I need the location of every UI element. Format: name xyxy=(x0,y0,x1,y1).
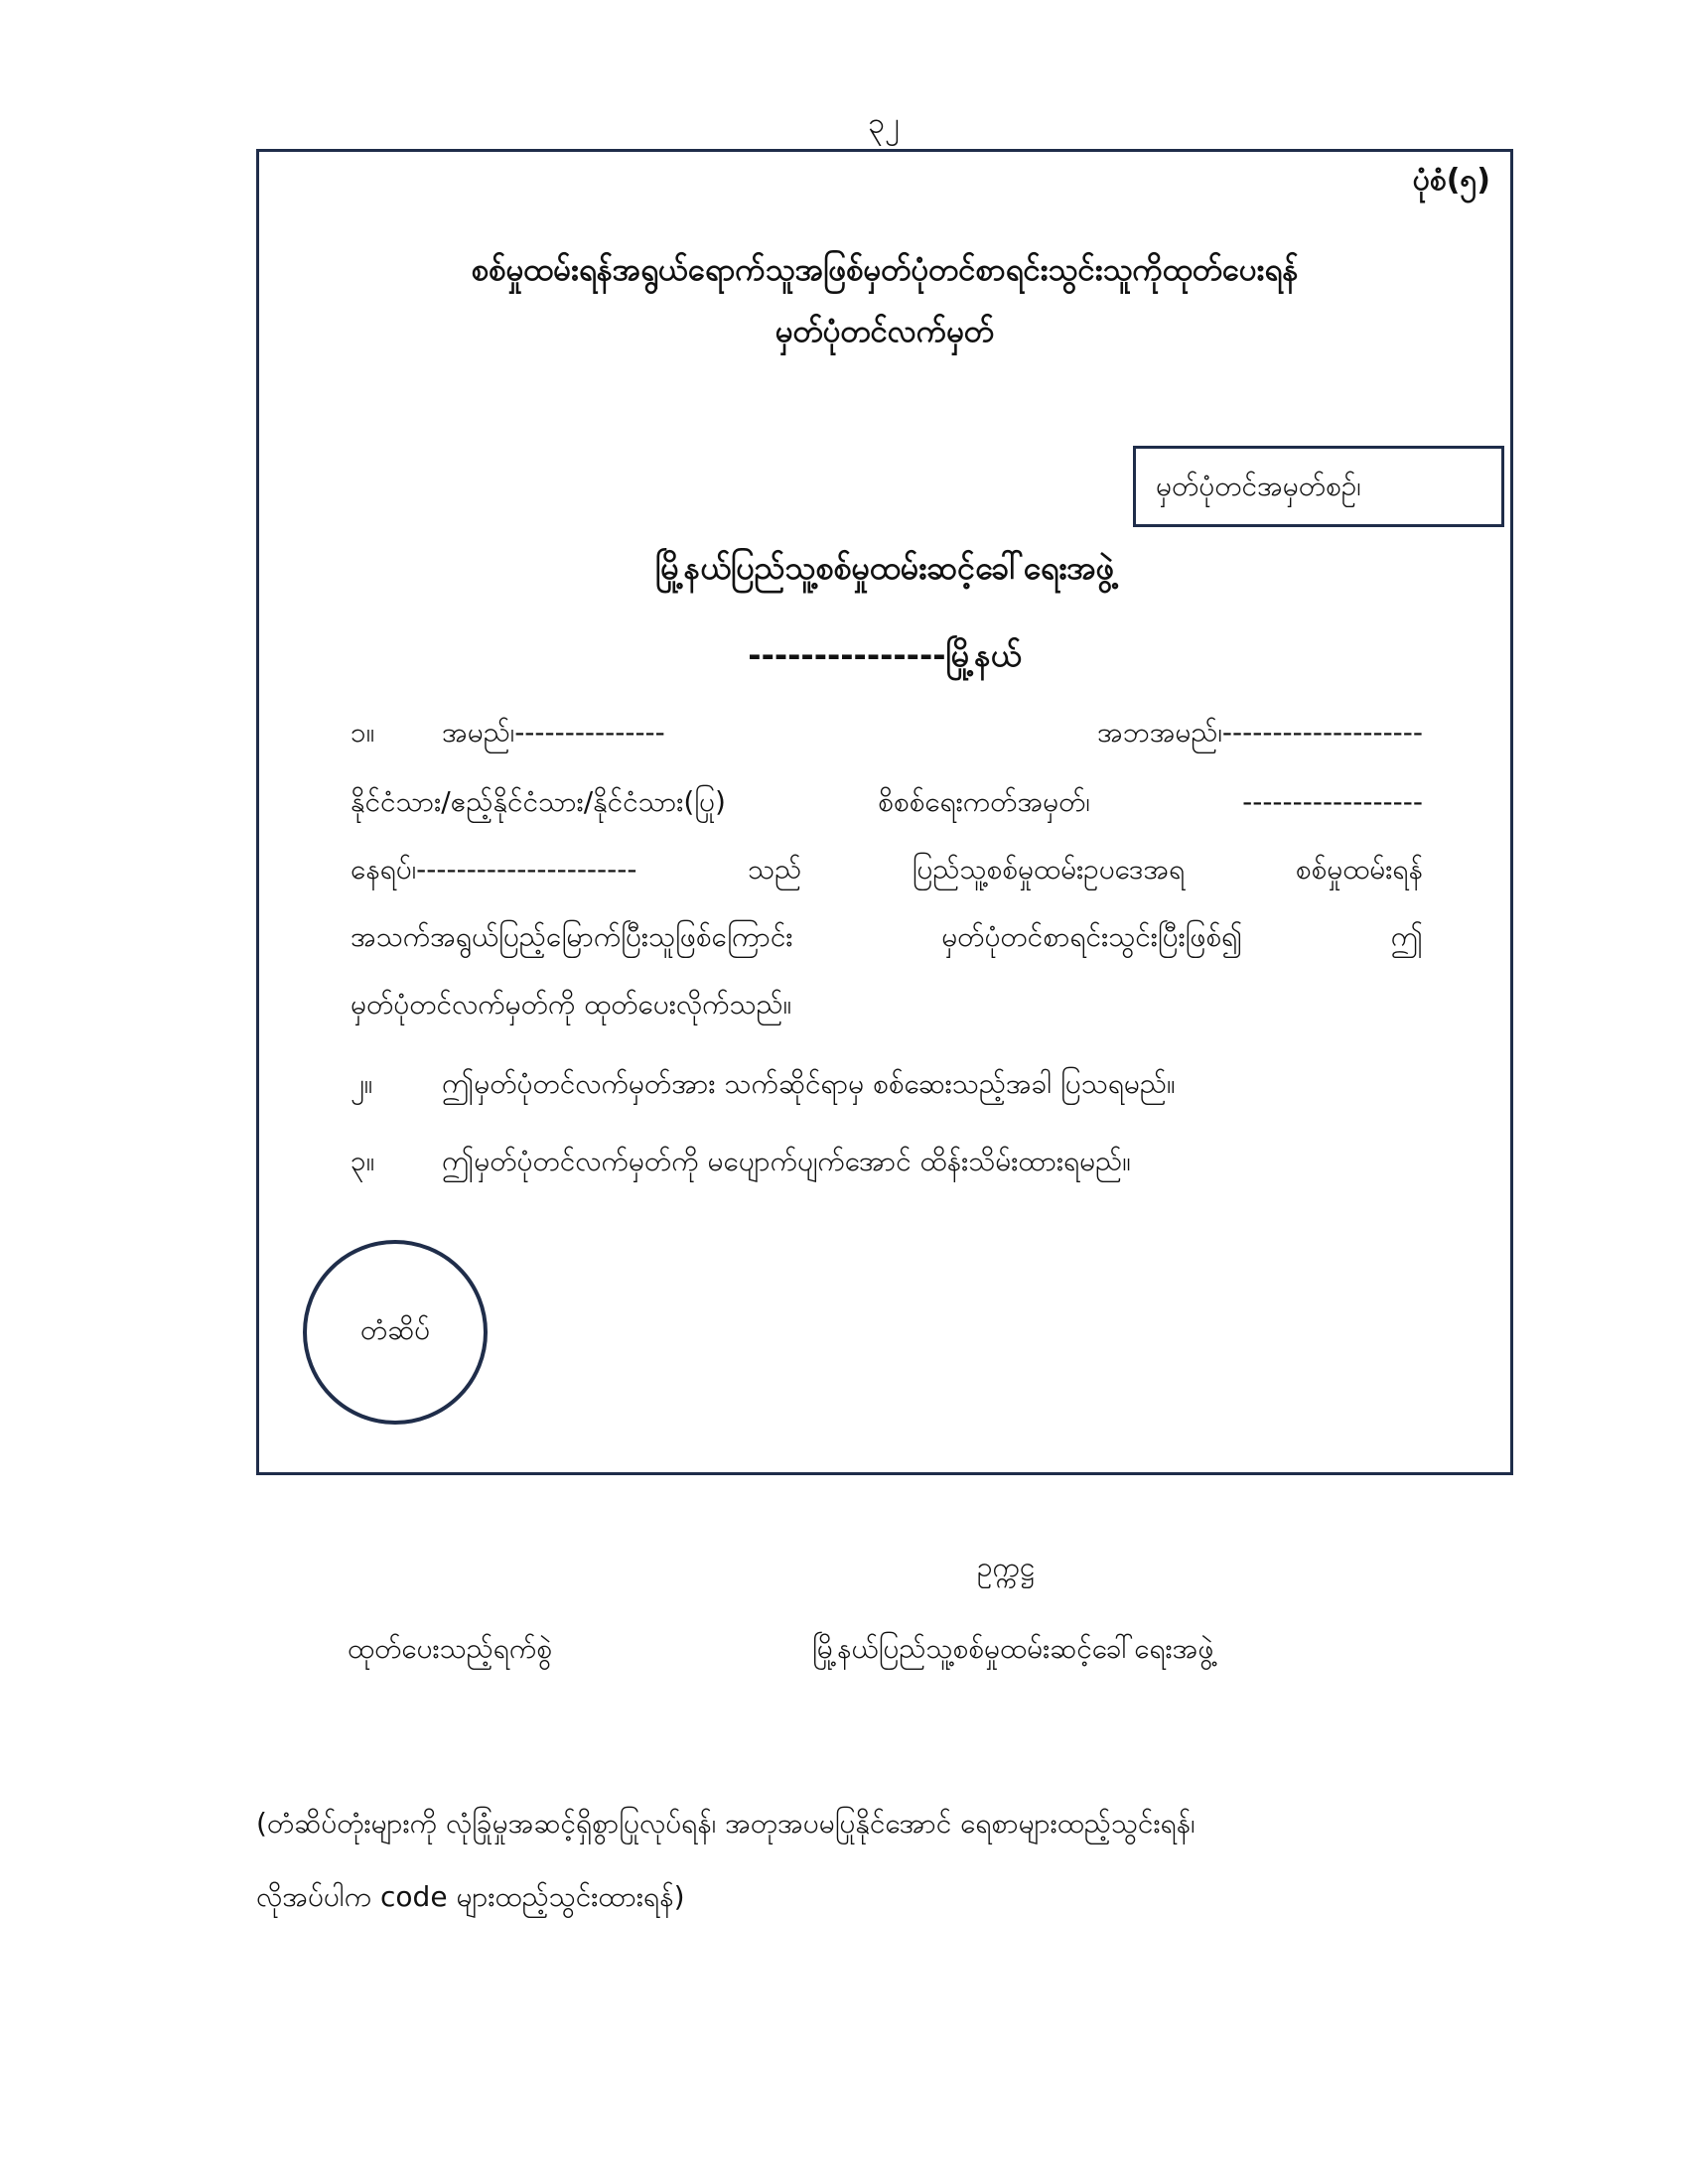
township-label: မြို့နယ် xyxy=(945,636,1022,674)
registration-number-label: မှတ်ပုံတင်အမှတ်စဉ်၊ xyxy=(1156,470,1361,502)
certificate-form xyxy=(256,149,1513,1475)
item-1-line-3-word-2: ပြည်သူ့စစ်မှုထမ်းဥပဒေအရ xyxy=(912,853,1186,886)
item-3 xyxy=(351,1143,1423,1184)
seal-circle xyxy=(303,1240,488,1425)
footnote-line-2: လိုအပ်ပါက code များထည့်သွင်းထားရန်) xyxy=(256,1880,685,1913)
item-2-text: ဤမှတ်ပုံတင်လက်မှတ်အား သက်ဆိုင်ရာမှ စစ်ဆေးသည့်အခါ ပြသရမည်။ xyxy=(442,1067,1176,1100)
form-code: ပုံစံ(၅) xyxy=(1412,163,1490,198)
item-1-line-3 xyxy=(351,851,1423,892)
item-2 xyxy=(351,1065,1423,1107)
address-field xyxy=(351,851,636,892)
item-1-line-4-word-3: ဤ xyxy=(1390,920,1423,953)
registration-number-box xyxy=(1133,446,1504,527)
organization-heading: မြို့နယ်ပြည်သူ့စစ်မှုထမ်းဆင့်ခေါ်ရေးအဖွဲ့ xyxy=(654,549,1115,587)
address-label: နေရပ်၊ xyxy=(351,853,417,886)
form-title-line2: မှတ်ပုံတင်လက်မှတ် xyxy=(774,314,995,349)
scrutiny-card-label: စိစစ်ရေးကတ်အမှတ်၊ xyxy=(878,785,1090,818)
scrutiny-card-blank: ------------------ xyxy=(1242,785,1423,818)
father-name-blank: -------------------- xyxy=(1221,716,1423,749)
father-name-label: အဘအမည်၊ xyxy=(1097,716,1222,749)
page-number: ၃၂ xyxy=(868,106,900,141)
name-label: အမည်၊ xyxy=(442,716,515,749)
item-1-line-3-word-1: သည် xyxy=(748,853,802,886)
footnote xyxy=(256,1787,1517,1934)
township-line xyxy=(259,634,1510,682)
item-1-number: ၁။ xyxy=(351,716,375,749)
citizenship-types: နိုင်ငံသား/ဧည့်နိုင်ငံသား/နိုင်ငံသား(ပြု) xyxy=(351,785,726,818)
name-blank: --------------- xyxy=(514,716,665,749)
item-1-line-5: မှတ်ပုံတင်လက်မှတ်ကို ထုတ်ပေးလိုက်သည်။ xyxy=(351,988,792,1021)
issued-date-label: ထုတ်ပေးသည့်ရက်စွဲ xyxy=(348,1632,552,1665)
item-1-line-4-word-2: မှတ်ပုံတင်စာရင်းသွင်းပြီးဖြစ်၍ xyxy=(941,920,1243,953)
township-blank: --------------- xyxy=(748,636,946,674)
father-name-field xyxy=(1097,714,1423,755)
item-2-number: ၂။ xyxy=(351,1067,373,1100)
form-title xyxy=(259,239,1510,362)
item-3-number: ၃။ xyxy=(351,1145,375,1177)
item-1-line-2 xyxy=(351,783,1423,825)
chairman-label: ဥက္ကဋ္ဌ xyxy=(977,1551,1036,1583)
footnote-line-1: (တံဆိပ်တုံးများကို လုံခြုံမှုအဆင့်ရှိစွာပြုလုပ်ရန်၊ အတုအပမပြုနိုင်အောင် ရေစာများထည့်သွင်းရန်၊ xyxy=(256,1807,1196,1840)
address-blank: ---------------------- xyxy=(416,853,637,886)
item-1-line-1 xyxy=(351,714,1423,755)
form-title-line1: စစ်မှုထမ်းရန်အရွယ်ရောက်သူအဖြစ်မှတ်ပုံတင်စာရင်းသွင်းသူကိုထုတ်ပေးရန် xyxy=(471,252,1299,288)
item-3-text: ဤမှတ်ပုံတင်လက်မှတ်ကို မပျောက်ပျက်အောင် ထိန်းသိမ်းထားရမည်။ xyxy=(442,1145,1131,1177)
item-1-line-4 xyxy=(351,918,1423,960)
seal-label: တံဆိပ် xyxy=(359,1313,431,1346)
signatory-organization: မြို့နယ်ပြည်သူ့စစ်မှုထမ်းဆင့်ခေါ်ရေးအဖွဲ့ xyxy=(812,1632,1214,1665)
item-1-line-3-word-3: စစ်မှုထမ်းရန် xyxy=(1295,853,1423,886)
item-1-line-4-word-1: အသက်အရွယ်ပြည့်မြောက်ပြီးသူဖြစ်ကြောင်း xyxy=(351,920,793,953)
